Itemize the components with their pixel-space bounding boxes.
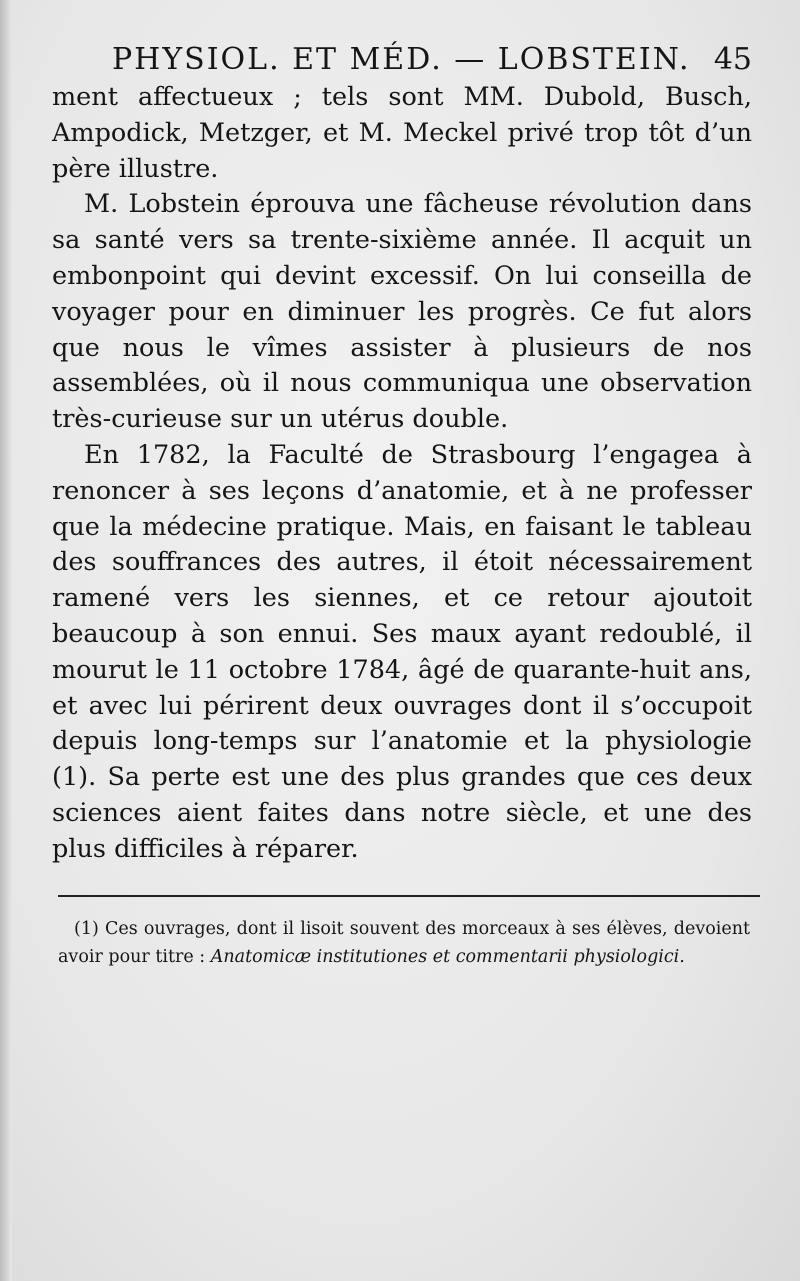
page-number: 45 (713, 42, 752, 77)
footnote-text: (1) Ces ouvrages, dont il lisoit souvent des morceaux à ses élèves, devoient avoir pour titre : (58, 919, 750, 967)
running-head (52, 42, 752, 78)
footnote-rule (58, 895, 760, 897)
paragraph-continuation: ment affectueux ; tels sont MM. Dubold, Busch, Ampodick, Metzger, et M. Meckel privé trop tôt d’un père illustre. (52, 82, 752, 184)
body-text (52, 80, 752, 868)
page-edge-shadow (0, 0, 12, 1281)
running-title: PHYSIOL. ET MÉD. — LOBSTEIN. (112, 42, 691, 77)
footnote-book-title: Anatomicæ institutiones et commentarii physiologici. (210, 947, 685, 967)
footnote-paragraph (58, 915, 750, 971)
paragraph: En 1782, la Faculté de Strasbourg l’engagea à renoncer à ses leçons d’anatomie, et à ne professer que la médecine pratique. Mais, en faisant le tableau des souffrances des autres, il étoit nécessairement ramené vers les siennes, et ce retour ajoutoit beaucoup à son ennui. Ses maux ayant redoublé, il mourut le 11 octobre 1784, âgé de quarante-huit ans, et avec lui périrent deux ouvrages dont il s’occupoit depuis long-temps sur l’anatomie et la physiologie (1). Sa perte est une des plus grandes que ces deux sciences aient faites dans notre siècle, et une des plus difficiles à réparer. (52, 439, 752, 864)
paragraph: M. Lobstein éprouva une fâcheuse révolution dans sa santé vers sa trente-sixième année. Il acquit un embonpoint qui devint excessif. On lui conseilla de voyager pour en diminuer les progrès. Ce fut alors que nous le vîmes assister à plusieurs de nos assemblées, où il nous communiqua une observation très-curieuse sur un utérus double. (52, 189, 752, 435)
main-text-block (52, 42, 752, 868)
footnote (58, 915, 750, 971)
